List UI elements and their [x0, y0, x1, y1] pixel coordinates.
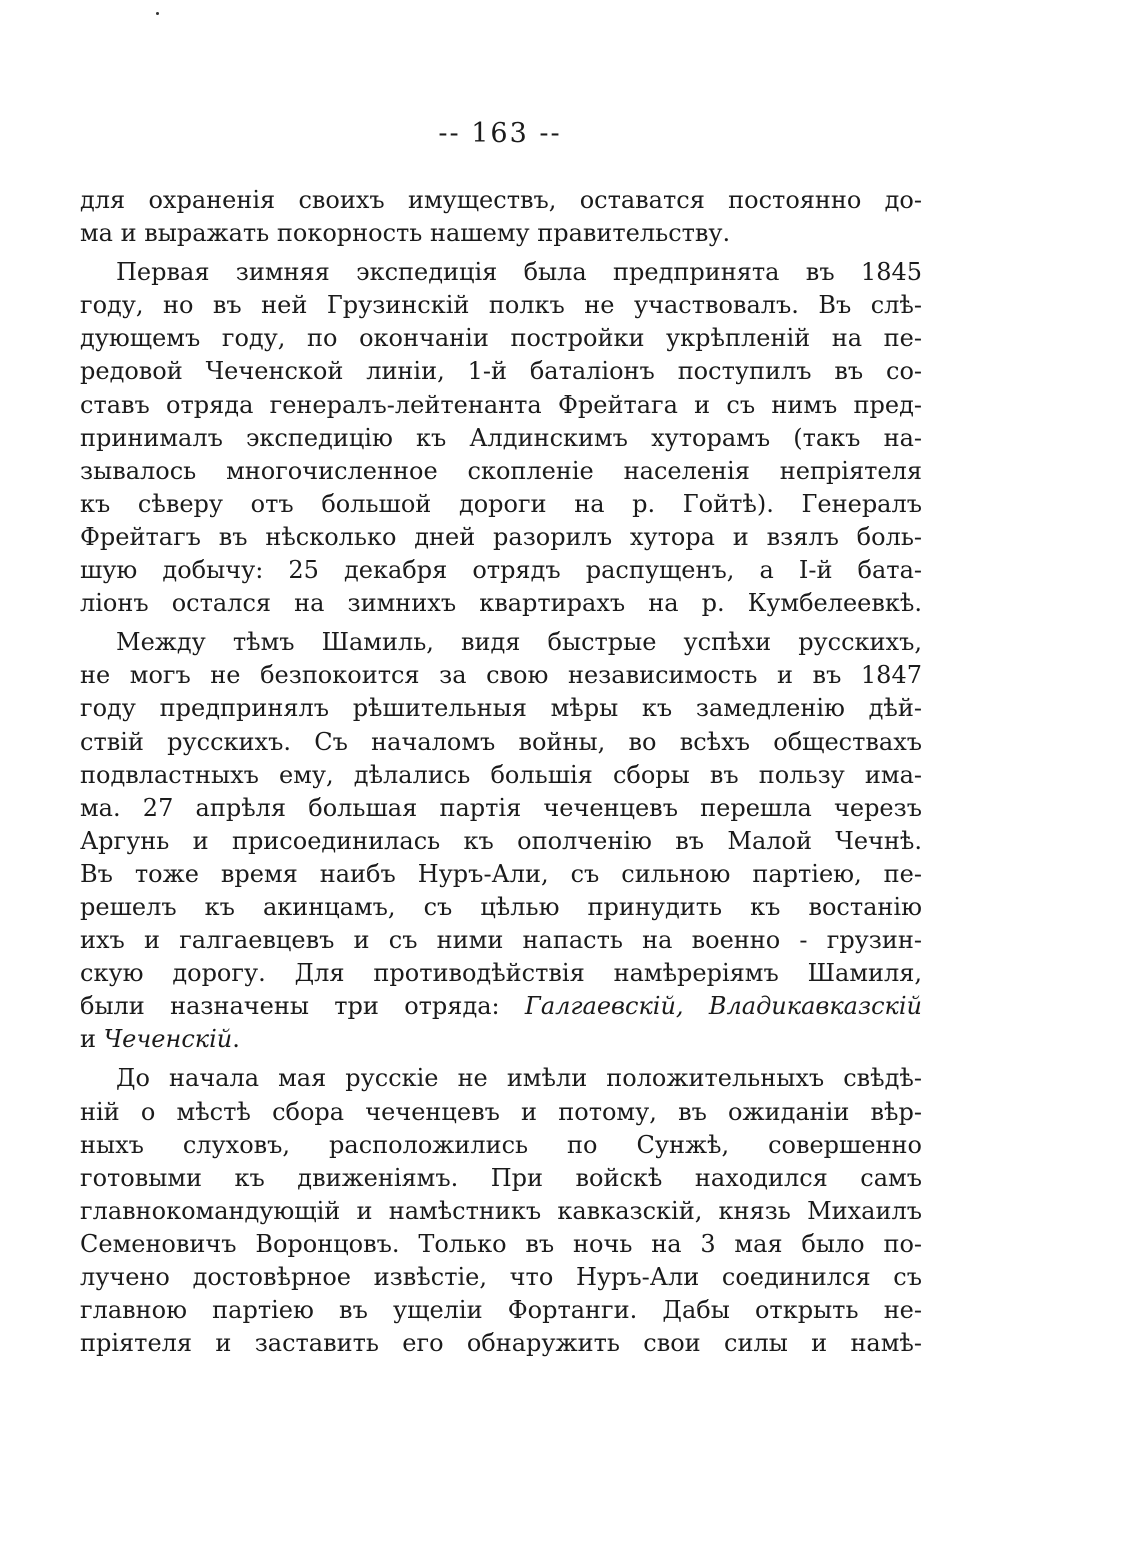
text-line: ихъ и галгаевцевъ и съ ними напасть на военно - грузин-	[80, 926, 922, 955]
text-line: не могъ не безпокоится за свою независимость и въ 1847	[80, 661, 922, 690]
text-line: Фрейтагъ въ нѣсколько дней разорилъ хутора и взялъ боль-	[80, 522, 922, 551]
text-line: готовыми къ движеніямъ. При войскѣ находился самъ	[80, 1163, 922, 1192]
text-line: къ сѣверу отъ большой дороги на р. Гойтѣ). Генералъ	[80, 489, 922, 518]
text-line: главною партіею въ ущеліи Фортанги. Дабы открыть не-	[80, 1296, 922, 1325]
text-line-with-italic	[80, 990, 922, 1023]
text-line: году, но въ ней Грузинскій полкъ не участвовалъ. Въ слѣ-	[80, 291, 922, 320]
text-line: Первая зимняя экспедиція была предпринята въ 1845	[116, 258, 922, 287]
text-line: Въ тоже время наибъ Нуръ-Али, съ сильною партіею, пе-	[80, 859, 922, 888]
text-line: Семеновичъ Воронцовъ. Только въ ночь на 3 мая было по-	[80, 1229, 922, 1258]
text-line: главнокомандующій и намѣстникъ кавказскій, князь Михаилъ	[80, 1196, 922, 1225]
text-line: решелъ къ акинцамъ, съ цѣлью принудить къ востанію	[80, 892, 922, 921]
text-line: скую дорогу. Для противодѣйствія намѣреріямъ Шамиля,	[80, 959, 922, 988]
text-line: дующемъ году, по окончаніи постройки укрѣпленій на пе-	[80, 324, 922, 353]
text-line: ма. 27 апрѣля большая партія чеченцевъ перешла черезъ	[80, 793, 922, 822]
print-speck	[156, 12, 159, 15]
text-line: году предпринялъ рѣшительныя мѣры къ замедленію дѣй-	[80, 694, 922, 723]
paragraph-2	[80, 256, 922, 620]
page-number: -- 163 --	[438, 118, 562, 149]
text-line: До начала мая русскіе не имѣли положительныхъ свѣдѣ-	[116, 1064, 922, 1093]
text-line: ставъ отряда генералъ-лейтенанта Фрейтага и съ нимъ пред-	[80, 390, 922, 419]
text-line: ліонъ остался на зимнихъ квартирахъ на р. Кумбелеевкѣ.	[80, 589, 922, 618]
text-line: принималъ экспедицію къ Алдинскимъ хуторамъ (такъ на-	[80, 423, 922, 452]
text-line: ма и выражать покорность нашему правительству.	[80, 219, 731, 248]
text-plain: .	[232, 1025, 240, 1054]
text-line: Аргунь и присоединилась къ ополченію въ Малой Чечнѣ.	[80, 826, 922, 855]
text-line: пріятеля и заставить его обнаружить свои силы и намѣ-	[80, 1329, 922, 1358]
text-line-final	[80, 1023, 922, 1056]
text-line: ній о мѣстѣ сбора чеченцевъ и потому, въ ожиданіи вѣр-	[80, 1097, 922, 1126]
text-italic: Чеченскій	[103, 1025, 233, 1054]
text-line: шую добычу: 25 декабря отрядъ распущенъ, а I-й бата-	[80, 556, 922, 585]
paragraph-1	[80, 184, 922, 250]
text-plain: и	[80, 1025, 104, 1054]
text-line: ствій русскихъ. Съ началомъ войны, во всѣхъ обществахъ	[80, 727, 922, 756]
text-line: лучено достовѣрное извѣстіе, что Нуръ-Али соединился съ	[80, 1263, 922, 1291]
text-line: подвластныхъ ему, дѣлались большія сборы въ пользу има-	[80, 760, 922, 789]
page-text	[80, 184, 922, 1360]
text-line: редовой Чеченской линіи, 1-й баталіонъ поступилъ въ со-	[80, 357, 922, 386]
text-line: ныхъ слуховъ, расположились по Сунжѣ, совершенно	[80, 1130, 922, 1159]
text-italic: Галгаевскій, Владикавказскій	[524, 992, 922, 1021]
text-line: зывалось многочисленное скопленіе населенія непріятеля	[80, 456, 922, 485]
text-line: Между тѣмъ Шамиль, видя быстрые успѣхи русскихъ,	[116, 628, 922, 657]
paragraph-4	[80, 1062, 922, 1360]
text-line: для охраненія своихъ имуществъ, оставатся постоянно до-	[80, 186, 922, 214]
paragraph-3	[80, 626, 922, 1056]
text-plain: были назначены три отряда:	[80, 992, 525, 1021]
